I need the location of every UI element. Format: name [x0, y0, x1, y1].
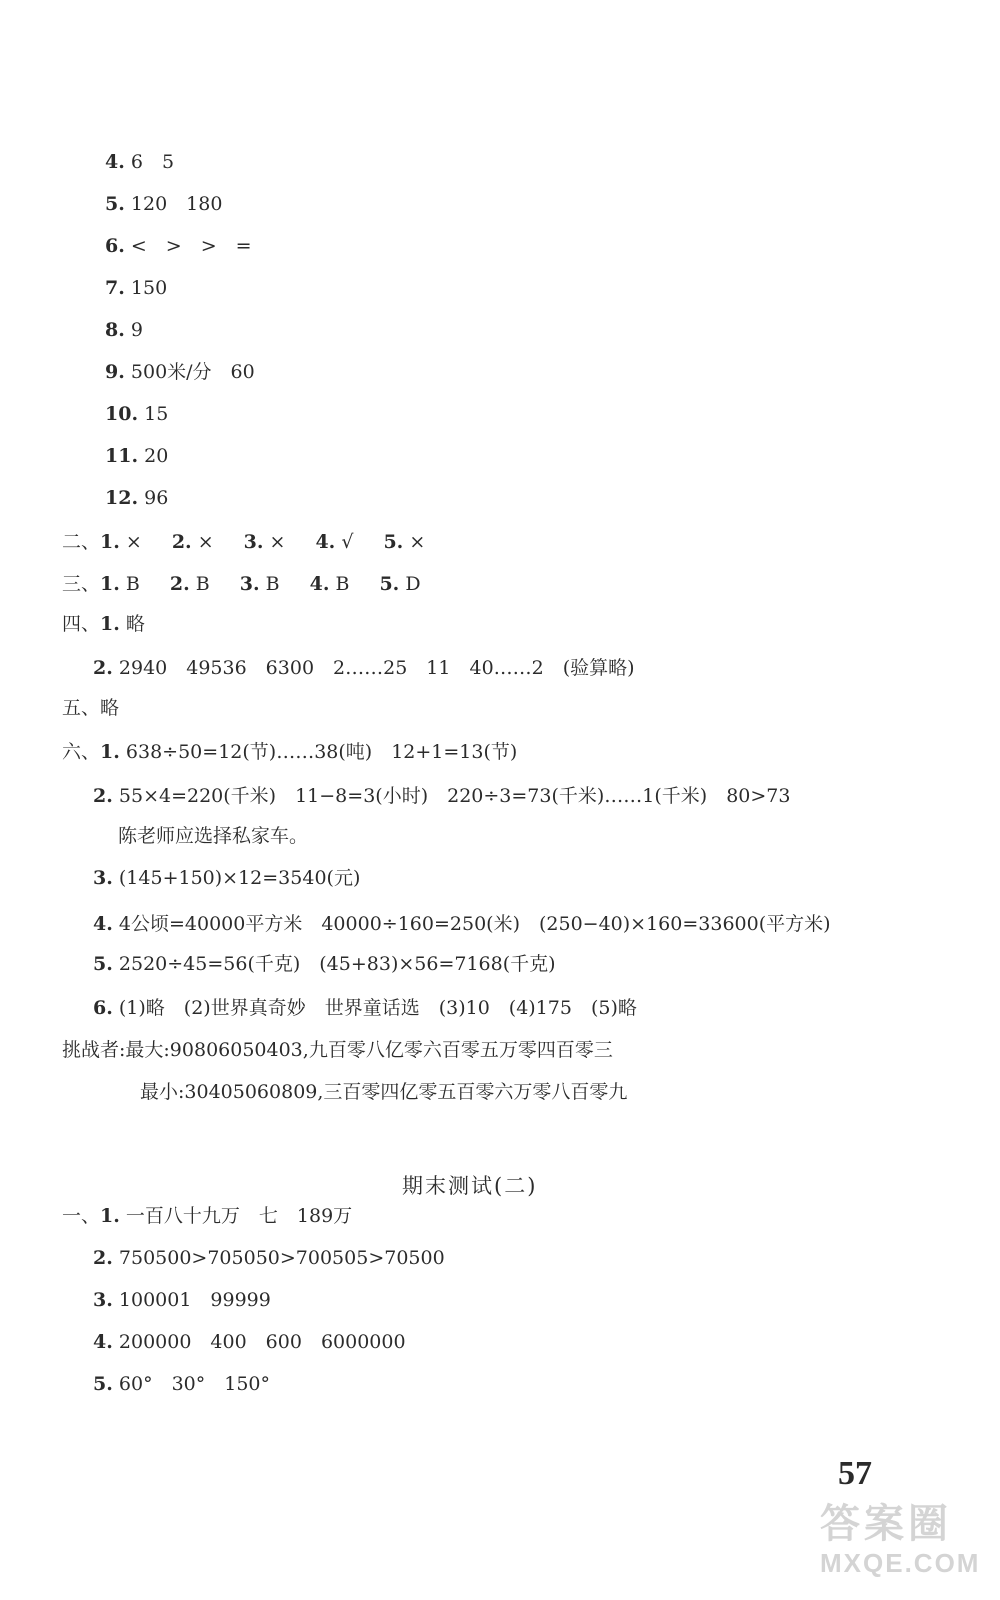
item-number: 6. — [93, 997, 113, 1019]
answer-text: (145+150)×12=3540(元) — [118, 867, 361, 889]
part5-line — [62, 696, 119, 720]
part6-line-3 — [93, 866, 360, 890]
item-number: 5. — [93, 953, 113, 975]
answer-text: 9 — [130, 319, 143, 341]
section2-line-4 — [93, 1330, 406, 1354]
answer-text: 略 — [125, 613, 145, 635]
answer-text: 15 — [144, 403, 169, 425]
answer-choice: B — [265, 573, 280, 595]
answer-text: 陈老师应选择私家车。 — [118, 825, 309, 847]
item-number: 12. — [105, 487, 139, 509]
section-prefix: 五、 — [62, 697, 101, 719]
item-number: 9. — [105, 361, 125, 383]
section2-line-2 — [93, 1246, 445, 1270]
challenge-max — [62, 1038, 613, 1062]
part4-line-2 — [93, 656, 635, 680]
answer-text: (1)略 (2)世界真奇妙 世界童话选 (3)10 (4)175 (5)略 — [118, 997, 637, 1019]
item-number: 2. — [93, 657, 113, 679]
answer-mark: × — [125, 531, 142, 553]
section-prefix: 二、 — [62, 531, 101, 553]
answer-mark: × — [197, 531, 214, 553]
item-number: 1. — [100, 741, 120, 763]
item-number: 2. — [93, 785, 113, 807]
page-number: 57 — [838, 1455, 872, 1492]
challenge-min — [140, 1080, 627, 1104]
item-number: 1. — [100, 531, 120, 553]
answer-line — [105, 150, 174, 174]
answer-text: < > > = — [130, 235, 252, 257]
answer-text: 750500>705050>700505>70500 — [118, 1247, 445, 1269]
answer-text: 6 5 — [130, 151, 175, 173]
answer-text: 挑战者:最大:90806050403,九百零八亿零六百零五万零四百零三 — [62, 1039, 613, 1061]
item-number: 1. — [100, 1205, 120, 1227]
item-number: 1. — [100, 613, 120, 635]
answer-mark: × — [269, 531, 286, 553]
section-prefix: 六、 — [62, 741, 101, 763]
answer-text: 4公顷=40000平方米 40000÷160=250(米) (250−40)×160=33600(平方米) — [118, 913, 831, 935]
answer-text: 500米/分 60 — [130, 361, 255, 383]
answer-line — [105, 192, 222, 216]
item-number: 5. — [93, 1373, 113, 1395]
answer-text: 一百八十九万 七 189万 — [125, 1205, 353, 1227]
answer-text: 60° 30° 150° — [118, 1373, 271, 1395]
item-number: 3. — [93, 1289, 113, 1311]
part6-line-4 — [93, 912, 831, 936]
section-prefix: 一、 — [62, 1205, 101, 1227]
answer-line — [105, 444, 168, 468]
item-number: 5. — [105, 193, 125, 215]
part6-line-1 — [62, 740, 517, 764]
watermark-logo — [820, 1500, 995, 1595]
item-number: 3. — [243, 531, 264, 553]
answer-choice: B — [335, 573, 350, 595]
item-number: 5. — [383, 531, 404, 553]
section2-line-3 — [93, 1288, 271, 1312]
answer-text: 略 — [100, 697, 120, 719]
item-number: 4. — [93, 913, 113, 935]
item-number: 4. — [93, 1331, 113, 1353]
item-number: 2. — [171, 531, 192, 553]
answer-text: 100001 99999 — [118, 1289, 271, 1311]
item-number: 4. — [105, 151, 125, 173]
answer-mark: √ — [341, 531, 354, 553]
item-number: 4. — [309, 573, 330, 595]
section2-line-5 — [93, 1372, 270, 1396]
answer-text: 200000 400 600 6000000 — [118, 1331, 406, 1353]
item-number: 2. — [169, 573, 190, 595]
item-number: 10. — [105, 403, 139, 425]
answer-line — [105, 276, 167, 300]
part6-line-6 — [93, 996, 637, 1020]
answer-line — [105, 234, 252, 258]
answer-text: 最小:30405060809,三百零四亿零五百零六万零八百零九 — [140, 1081, 628, 1103]
part6-line-2b — [118, 824, 308, 848]
item-number: 8. — [105, 319, 125, 341]
answer-choice: B — [195, 573, 210, 595]
item-number: 5. — [379, 573, 400, 595]
section2-line-1 — [62, 1204, 352, 1228]
item-number: 2. — [93, 1247, 113, 1269]
watermark-bottom-text: MXQE.COM — [820, 1548, 981, 1578]
answer-mark: × — [409, 531, 426, 553]
item-number: 11. — [105, 445, 139, 467]
item-number: 6. — [105, 235, 125, 257]
item-number: 7. — [105, 277, 125, 299]
answer-line — [105, 360, 255, 384]
answer-text: 638÷50=12(节)……38(吨) 12+1=13(节) — [125, 741, 518, 763]
answer-text: 150 — [130, 277, 168, 299]
section-prefix: 四、 — [62, 613, 101, 635]
answer-text: 2520÷45=56(千克) (45+83)×56=7168(千克) — [118, 953, 556, 975]
item-number: 1. — [100, 573, 120, 595]
item-number: 3. — [239, 573, 260, 595]
item-number: 3. — [93, 867, 113, 889]
part4-line-1 — [62, 612, 145, 636]
answer-choice: D — [405, 573, 421, 595]
part2-line — [62, 530, 425, 554]
answer-text: 20 — [144, 445, 169, 467]
part3-line — [62, 572, 421, 596]
section-title: 期末测试(二) — [402, 1174, 538, 1198]
answer-choice: B — [125, 573, 140, 595]
item-number: 4. — [315, 531, 336, 553]
part6-line-5 — [93, 952, 556, 976]
section-prefix: 三、 — [62, 573, 101, 595]
answer-text: 2940 49536 6300 2……25 11 40……2 (验算略) — [118, 657, 635, 679]
watermark-top-text: 答案圈 — [820, 1502, 952, 1546]
answer-line — [105, 318, 143, 342]
answer-text: 55×4=220(千米) 11−8=3(小时) 220÷3=73(千米)……1(千米) 80>73 — [118, 785, 791, 807]
answer-line — [105, 402, 168, 426]
answer-text: 96 — [144, 487, 169, 509]
answer-text: 120 180 — [130, 193, 223, 215]
part6-line-2 — [93, 784, 791, 808]
answer-line — [105, 486, 168, 510]
